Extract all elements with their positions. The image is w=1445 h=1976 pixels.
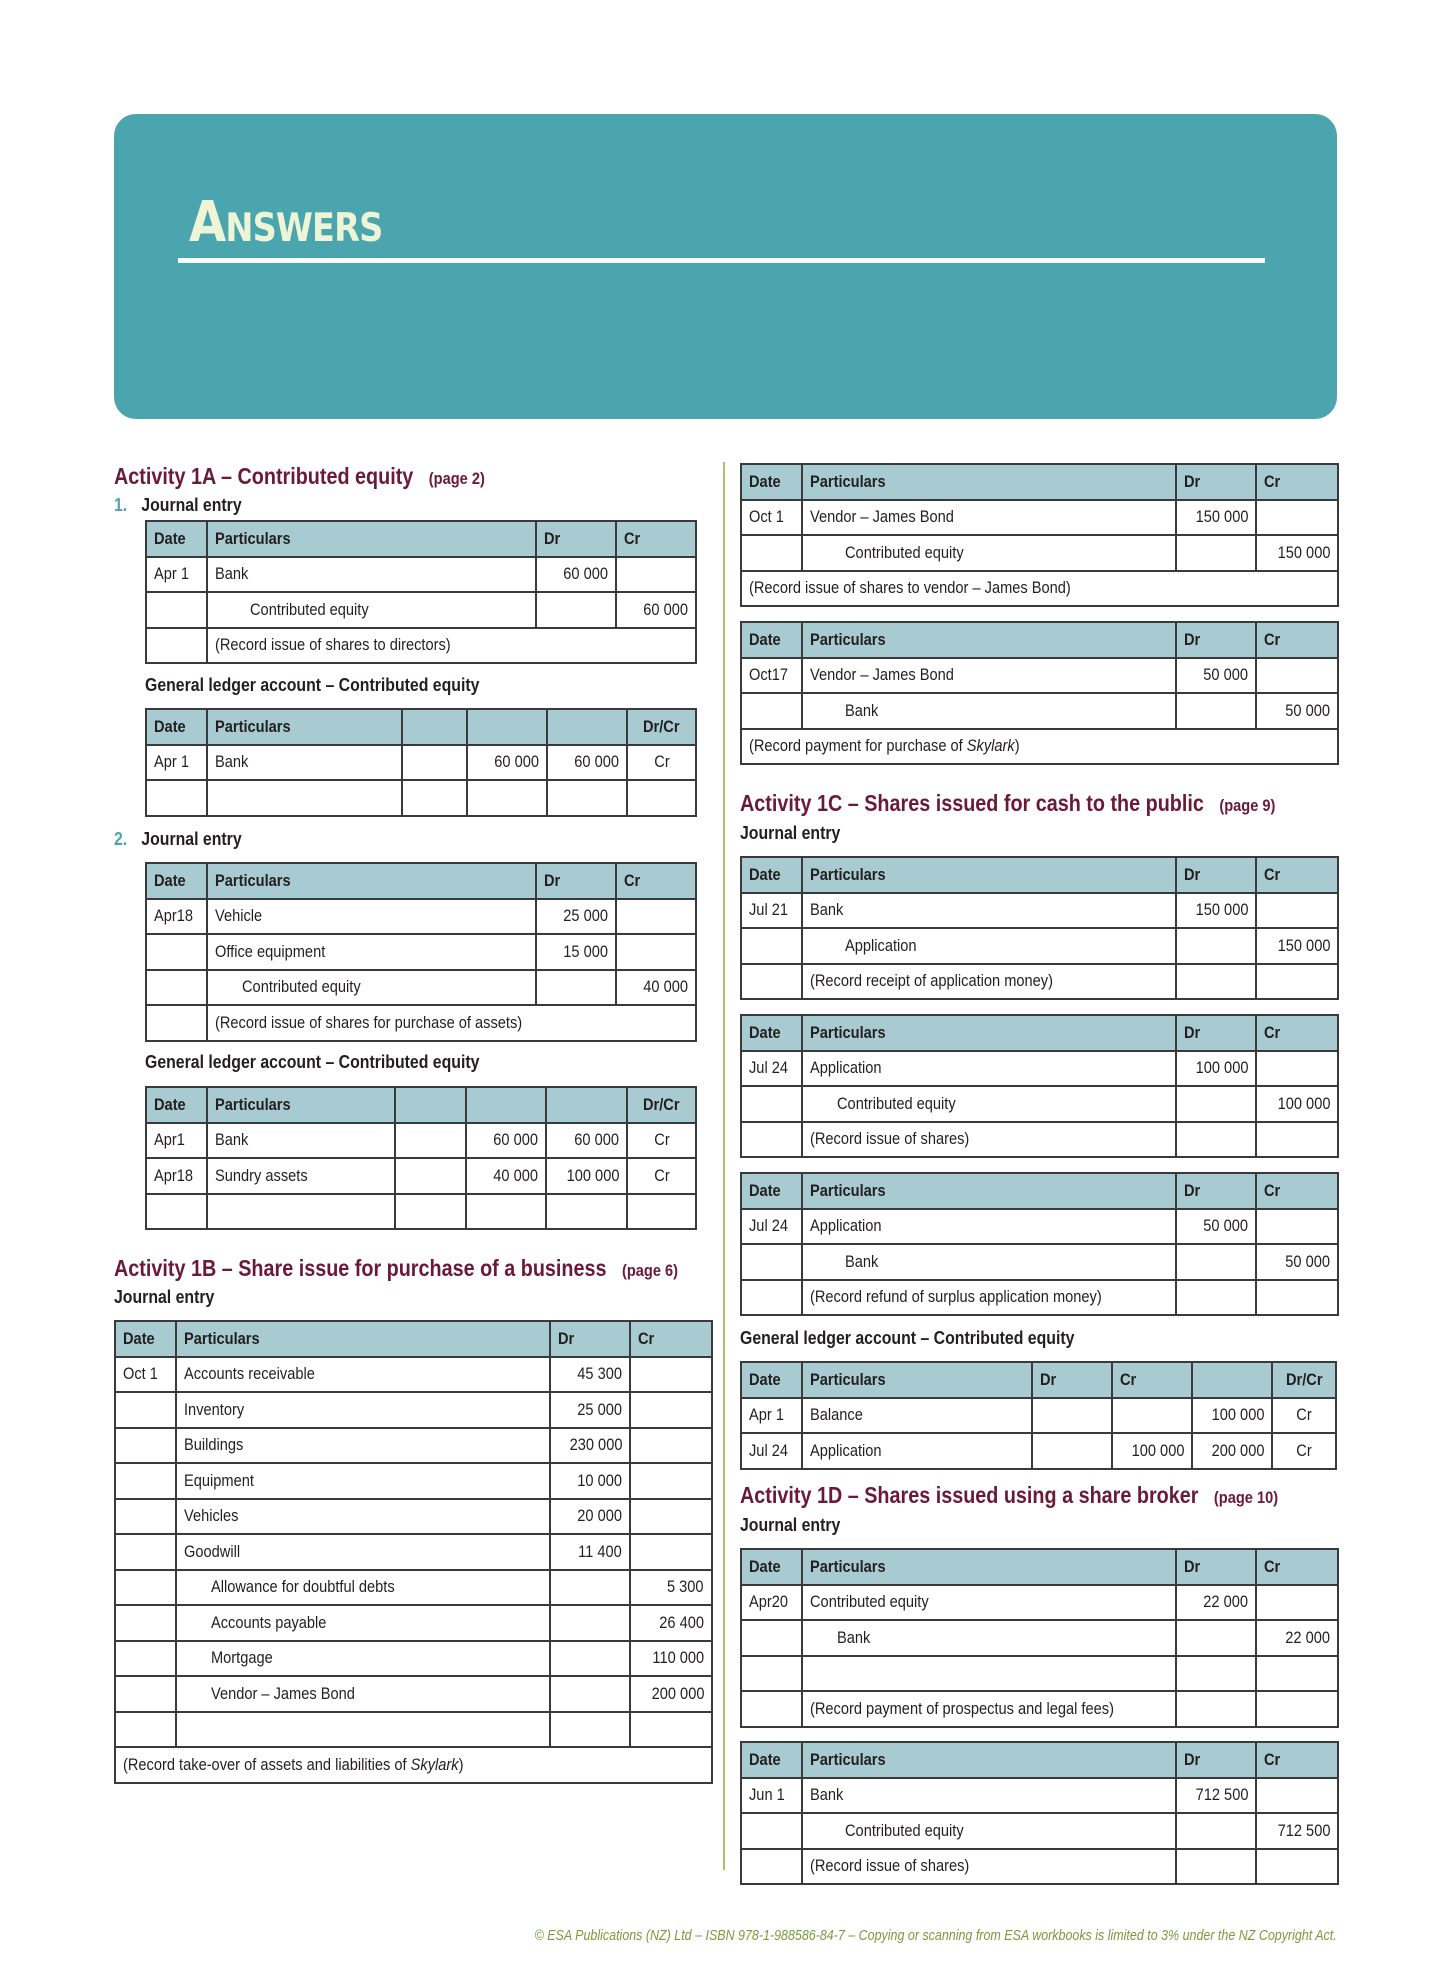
table-row xyxy=(741,535,1338,571)
cell-particulars: Bank xyxy=(810,1785,844,1805)
cell-particulars: Bank xyxy=(810,900,844,920)
table-row xyxy=(741,1209,1338,1245)
cell-particulars: Application xyxy=(810,1216,882,1236)
narration-row xyxy=(146,1005,696,1041)
cell-particulars: Contributed equity xyxy=(845,542,964,562)
table-row xyxy=(115,1463,712,1499)
activity-1c-title: Activity 1C – Shares issued for cash to the public xyxy=(740,790,1204,816)
cell-date: Apr1 xyxy=(154,1130,185,1150)
narration: (Record issue of shares for purchase of assets) xyxy=(215,1012,523,1032)
header-particulars: Particulars xyxy=(810,1022,886,1042)
header-cr: Cr xyxy=(1264,629,1281,649)
header-particulars: Particulars xyxy=(184,1328,260,1348)
journal-table-1c-entry1 xyxy=(740,856,1339,1000)
narration-row xyxy=(146,628,696,664)
ledger-title-1a-q2: General ledger account – Contributed equity xyxy=(145,1052,480,1072)
header-drcr: Dr/Cr xyxy=(643,1094,680,1114)
header-dr: Dr xyxy=(558,1328,575,1348)
cell-cr: 50 000 xyxy=(1285,1251,1330,1271)
cell-amount: 60 000 xyxy=(493,1130,538,1150)
cell-particulars: Mortgage xyxy=(211,1648,273,1668)
header-cr: Cr xyxy=(1264,1749,1281,1769)
cell-particulars: Bank xyxy=(215,564,249,584)
header-cr: Cr xyxy=(1264,1022,1281,1042)
cell-particulars: Sundry assets xyxy=(215,1165,308,1185)
cell-dr: 20 000 xyxy=(577,1506,622,1526)
cell-date: Apr 1 xyxy=(154,752,189,772)
header-cr: Cr xyxy=(1264,471,1281,491)
journal-table-1d-entry1 xyxy=(740,1548,1339,1728)
table-header-row xyxy=(146,1087,696,1123)
q2-label-text: Journal entry xyxy=(141,829,242,849)
activity-1b-page: (page 6) xyxy=(621,1261,679,1280)
header-date: Date xyxy=(154,1094,186,1114)
cell-date: Apr18 xyxy=(154,906,194,926)
journal-table-1d-entry2 xyxy=(740,1741,1339,1885)
cell-dr: 11 400 xyxy=(578,1541,622,1561)
table-header-row xyxy=(115,1321,712,1357)
q1-label-text: Journal entry xyxy=(141,495,242,515)
cell-particulars: Goodwill xyxy=(184,1541,241,1561)
table-row xyxy=(146,899,696,935)
table-row-empty xyxy=(741,1656,1338,1692)
header-date: Date xyxy=(749,629,781,649)
cell-date: Jul 24 xyxy=(749,1058,789,1078)
header-particulars: Particulars xyxy=(810,1180,886,1200)
table-header-row xyxy=(146,863,696,899)
table-row xyxy=(146,934,696,970)
ledger-title-1c: General ledger account – Contributed equity xyxy=(740,1328,1075,1348)
cell-dr: 25 000 xyxy=(563,906,608,926)
narration: (Record receipt of application money) xyxy=(810,971,1053,991)
journal-table-1b-entry2 xyxy=(740,463,1339,607)
ledger-title-1a-q1: General ledger account – Contributed equity xyxy=(145,675,480,695)
cell-balance: 200 000 xyxy=(1211,1440,1264,1460)
activity-1c-page: (page 9) xyxy=(1219,796,1276,815)
table-row xyxy=(146,970,696,1006)
cell-particulars: Accounts payable xyxy=(211,1612,327,1632)
cell-particulars: Bank xyxy=(845,1251,879,1271)
activity-1d-label: Journal entry xyxy=(740,1515,841,1535)
activity-1d-page: (page 10) xyxy=(1213,1488,1279,1507)
header-particulars: Particulars xyxy=(810,864,886,884)
cell-dr: 230 000 xyxy=(569,1435,622,1455)
header-date: Date xyxy=(749,1749,781,1769)
narration-row xyxy=(741,1691,1338,1727)
header-particulars: Particulars xyxy=(810,629,886,649)
table-row xyxy=(146,1123,696,1159)
table-row xyxy=(115,1605,712,1641)
header-dr: Dr xyxy=(1184,1749,1201,1769)
cell-particulars: Contributed equity xyxy=(837,1093,956,1113)
table-row xyxy=(115,1357,712,1393)
narration-italic: Skylark xyxy=(966,736,1015,756)
cell-cr: 60 000 xyxy=(643,599,688,619)
cell-particulars: Vendor – James Bond xyxy=(211,1683,355,1703)
header-cr: Cr xyxy=(638,1328,655,1348)
journal-table-1a-q1 xyxy=(145,520,697,664)
table-header-row xyxy=(741,857,1338,893)
narration-row xyxy=(741,964,1338,1000)
cell-particulars: Bank xyxy=(837,1627,871,1647)
cell-dr: 50 000 xyxy=(1203,665,1248,685)
table-row xyxy=(146,1158,696,1194)
table-row xyxy=(741,1433,1336,1469)
narration-row xyxy=(741,1280,1338,1316)
q2-label xyxy=(114,829,242,850)
cell-date: Apr 1 xyxy=(154,564,189,584)
cell-cr: 22 000 xyxy=(1285,1627,1330,1647)
table-header-row xyxy=(741,1173,1338,1209)
header-particulars: Particulars xyxy=(215,716,291,736)
cell-particulars: Accounts receivable xyxy=(184,1364,315,1384)
cell-particulars: Vendor – James Bond xyxy=(810,665,954,685)
cell-amount: 60 000 xyxy=(494,752,539,772)
activity-1d-title: Activity 1D – Shares issued using a share broker xyxy=(740,1482,1199,1508)
header-date: Date xyxy=(154,716,186,736)
cell-dr: 15 000 xyxy=(563,941,608,961)
cell-particulars: Contributed equity xyxy=(250,599,369,619)
header-particulars: Particulars xyxy=(810,1556,886,1576)
journal-table-1a-q2 xyxy=(145,862,697,1042)
cell-particulars: Office equipment xyxy=(215,941,326,961)
header-cr: Cr xyxy=(624,528,641,548)
table-row xyxy=(146,557,696,593)
cell-particulars: Equipment xyxy=(184,1470,254,1490)
header-date: Date xyxy=(749,864,781,884)
cell-particulars: Contributed equity xyxy=(845,1820,964,1840)
narration-row xyxy=(741,1122,1338,1158)
table-row xyxy=(741,928,1338,964)
header-date: Date xyxy=(749,1556,781,1576)
header-date: Date xyxy=(749,471,781,491)
cell-dr: 712 500 xyxy=(1195,1785,1248,1805)
table-row xyxy=(115,1534,712,1570)
cell-cr: 5 300 xyxy=(667,1577,704,1597)
table-header-row xyxy=(741,622,1338,658)
cell-balance: 60 000 xyxy=(574,752,619,772)
cell-cr: 150 000 xyxy=(1277,935,1330,955)
cell-cr: 100 000 xyxy=(1277,1093,1330,1113)
narration-row xyxy=(741,729,1338,765)
cell-dr: 22 000 xyxy=(1203,1592,1248,1612)
cell-dr: 150 000 xyxy=(1195,900,1248,920)
q1-number: 1. xyxy=(114,495,128,515)
header-particulars: Particulars xyxy=(810,1749,886,1769)
cell-drcr: Cr xyxy=(653,1130,670,1150)
table-row-empty xyxy=(146,1194,696,1230)
table-header-row xyxy=(146,521,696,557)
cell-dr: 45 300 xyxy=(577,1364,622,1384)
journal-table-1b xyxy=(114,1320,713,1784)
journal-table-1c-entry2 xyxy=(740,1014,1339,1158)
cell-particulars: Application xyxy=(810,1440,882,1460)
narration: (Record issue of shares to directors) xyxy=(215,635,451,655)
table-row-empty xyxy=(146,780,696,816)
table-row xyxy=(741,1051,1338,1087)
table-row xyxy=(146,745,696,781)
table-header-row xyxy=(741,464,1338,500)
activity-1d-heading xyxy=(740,1482,1278,1509)
table-row xyxy=(741,1398,1336,1434)
header-date: Date xyxy=(154,528,186,548)
cell-drcr: Cr xyxy=(1296,1440,1312,1460)
cell-particulars: Contributed equity xyxy=(810,1592,929,1612)
table-header-row xyxy=(741,1015,1338,1051)
header-particulars: Particulars xyxy=(215,528,291,548)
narration xyxy=(749,736,1020,756)
banner-rule xyxy=(178,258,1265,263)
cell-cr: 200 000 xyxy=(651,1683,704,1703)
cell-particulars: Buildings xyxy=(184,1435,244,1455)
narration: (Record issue of shares to vendor – James Bond) xyxy=(749,578,1071,598)
table-row xyxy=(146,592,696,628)
header-drcr: Dr/Cr xyxy=(643,716,680,736)
cell-particulars: Vehicle xyxy=(215,906,263,926)
table-row xyxy=(115,1641,712,1677)
cell-drcr: Cr xyxy=(653,1165,670,1185)
table-row xyxy=(115,1392,712,1428)
narration-prefix: (Record payment for purchase of xyxy=(749,736,967,756)
cell-particulars: Allowance for doubtful debts xyxy=(211,1577,395,1597)
table-header-row xyxy=(146,709,696,745)
narration-italic: Skylark xyxy=(410,1754,459,1774)
ledger-table-1a-q1 xyxy=(145,708,697,817)
narration-row xyxy=(115,1747,712,1783)
ledger-table-1c xyxy=(740,1361,1337,1470)
cell-date: Oct 1 xyxy=(123,1364,158,1384)
cell-cr: 40 000 xyxy=(643,977,688,997)
cell-date: Apr20 xyxy=(749,1592,789,1612)
table-header-row xyxy=(741,1742,1338,1778)
copyright-footer: © ESA Publications (NZ) Ltd – ISBN 978-1-988586-84-7 – Copying or scanning from ESA workbooks is limited to 3% under the NZ Copyright Act. xyxy=(534,1928,1337,1944)
header-dr: Dr xyxy=(1184,1180,1201,1200)
header-particulars: Particulars xyxy=(215,870,291,890)
page-title: Answers xyxy=(189,190,383,255)
column-divider xyxy=(723,462,725,1870)
activity-1b-title: Activity 1B – Share issue for purchase of a business xyxy=(114,1255,607,1281)
activity-1a-page: (page 2) xyxy=(428,469,485,488)
journal-table-1c-entry3 xyxy=(740,1172,1339,1316)
journal-table-1b-entry3 xyxy=(740,621,1339,765)
activity-1b-label: Journal entry xyxy=(114,1287,215,1307)
cell-cr: 712 500 xyxy=(1277,1820,1330,1840)
cell-dr: 60 000 xyxy=(563,564,608,584)
cell-particulars: Balance xyxy=(810,1405,863,1425)
cell-cr: 110 000 xyxy=(652,1648,704,1668)
cell-date: Jul 21 xyxy=(749,900,789,920)
answers-banner xyxy=(114,114,1337,419)
cell-particulars: Inventory xyxy=(184,1399,245,1419)
activity-1b-heading xyxy=(114,1255,678,1282)
narration-row xyxy=(741,1849,1338,1885)
table-row xyxy=(741,658,1338,694)
header-date: Date xyxy=(749,1369,781,1389)
cell-particulars: Bank xyxy=(215,1130,249,1150)
table-row xyxy=(741,1813,1338,1849)
header-particulars: Particulars xyxy=(810,1369,886,1389)
header-dr: Dr xyxy=(1184,471,1201,491)
cell-particulars: Contributed equity xyxy=(242,977,361,997)
table-row xyxy=(741,1244,1338,1280)
cell-particulars: Application xyxy=(810,1058,882,1078)
cell-date: Jul 24 xyxy=(749,1440,789,1460)
table-header-row xyxy=(741,1362,1336,1398)
cell-date: Oct 1 xyxy=(749,507,784,527)
header-date: Date xyxy=(154,870,186,890)
activity-1c-heading xyxy=(740,790,1275,817)
narration: (Record payment of prospectus and legal fees) xyxy=(810,1698,1114,1718)
cell-date: Jul 24 xyxy=(749,1216,789,1236)
header-dr: Dr xyxy=(1040,1369,1057,1389)
activity-1a-title: Activity 1A – Contributed equity xyxy=(114,463,414,489)
header-dr: Dr xyxy=(1184,629,1201,649)
cell-particulars: Bank xyxy=(845,700,879,720)
table-row xyxy=(741,500,1338,536)
header-drcr: Dr/Cr xyxy=(1285,1369,1323,1389)
header-date: Date xyxy=(749,1180,781,1200)
header-cr: Cr xyxy=(1120,1369,1137,1389)
cell-cr: 150 000 xyxy=(1277,542,1330,562)
cell-balance: 100 000 xyxy=(1211,1405,1264,1425)
cell-cr: 100 000 xyxy=(1131,1440,1184,1460)
header-dr: Dr xyxy=(1184,864,1201,884)
cell-drcr: Cr xyxy=(1296,1405,1312,1425)
narration xyxy=(123,1755,463,1775)
header-date: Date xyxy=(749,1022,781,1042)
table-row xyxy=(741,693,1338,729)
activity-1c-label: Journal entry xyxy=(740,823,841,843)
cell-dr: 25 000 xyxy=(577,1399,622,1419)
header-dr: Dr xyxy=(1184,1556,1201,1576)
cell-particulars: Vendor – James Bond xyxy=(810,507,954,527)
cell-amount: 40 000 xyxy=(493,1165,538,1185)
table-row xyxy=(115,1499,712,1535)
cell-cr: 50 000 xyxy=(1285,700,1330,720)
header-particulars: Particulars xyxy=(810,471,886,491)
table-row xyxy=(741,1585,1338,1621)
table-row xyxy=(115,1676,712,1712)
cell-date: Apr 1 xyxy=(749,1405,784,1425)
cell-dr: 150 000 xyxy=(1195,507,1248,527)
table-row-empty xyxy=(115,1712,712,1748)
narration-suffix: ) xyxy=(1014,736,1020,756)
table-row xyxy=(115,1428,712,1464)
table-header-row xyxy=(741,1549,1338,1585)
header-cr: Cr xyxy=(1264,1556,1281,1576)
q2-number: 2. xyxy=(114,829,128,849)
narration-suffix: ) xyxy=(458,1754,464,1774)
table-row xyxy=(741,1086,1338,1122)
narration: (Record refund of surplus application money) xyxy=(810,1287,1102,1307)
cell-dr: 100 000 xyxy=(1195,1058,1248,1078)
header-cr: Cr xyxy=(1264,864,1281,884)
cell-particulars: Vehicles xyxy=(184,1506,239,1526)
ledger-table-1a-q2 xyxy=(145,1086,697,1230)
cell-date: Jun 1 xyxy=(749,1785,785,1805)
cell-date: Oct17 xyxy=(749,665,789,685)
header-dr: Dr xyxy=(544,528,561,548)
table-row xyxy=(115,1570,712,1606)
cell-date: Apr18 xyxy=(154,1165,194,1185)
header-cr: Cr xyxy=(624,870,641,890)
cell-particulars: Application xyxy=(845,935,917,955)
narration: (Record issue of shares) xyxy=(810,1129,970,1149)
header-date: Date xyxy=(123,1328,155,1348)
narration-prefix: (Record take-over of assets and liabilities of xyxy=(123,1754,411,1774)
header-cr: Cr xyxy=(1264,1180,1281,1200)
cell-dr: 50 000 xyxy=(1203,1216,1248,1236)
table-row xyxy=(741,1778,1338,1814)
cell-cr: 26 400 xyxy=(659,1612,704,1632)
narration-row xyxy=(741,571,1338,607)
q1-label xyxy=(114,495,242,516)
header-dr: Dr xyxy=(544,870,561,890)
cell-particulars: Bank xyxy=(215,752,249,772)
cell-drcr: Cr xyxy=(653,752,670,772)
cell-balance: 60 000 xyxy=(574,1130,619,1150)
cell-balance: 100 000 xyxy=(566,1165,619,1185)
header-particulars: Particulars xyxy=(215,1094,291,1114)
cell-dr: 10 000 xyxy=(577,1470,622,1490)
narration: (Record issue of shares) xyxy=(810,1856,970,1876)
table-row xyxy=(741,893,1338,929)
header-dr: Dr xyxy=(1184,1022,1201,1042)
table-row xyxy=(741,1620,1338,1656)
activity-1a-heading xyxy=(114,463,485,490)
